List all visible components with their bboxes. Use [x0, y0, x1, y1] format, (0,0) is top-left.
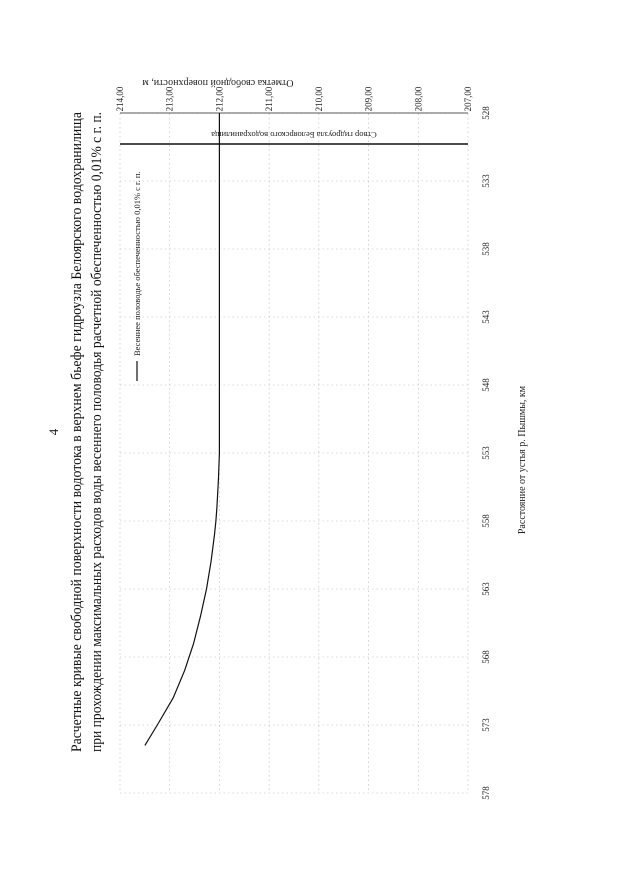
y-tick-label-208,00: 208,00	[413, 86, 424, 112]
y-tick-label-214,00: 214,00	[115, 86, 125, 112]
x-tick-label-563: 563	[481, 582, 491, 596]
x-tick-label-538: 538	[481, 242, 491, 256]
y-axis-label: Отметка свободной поверхности, м	[142, 77, 294, 88]
chart-title-line-2: при прохождении максимальных расходов воды весеннего половодья расчетной обеспеченностью 0,01% с г. п.	[89, 43, 105, 752]
x-tick-label-543: 543	[481, 310, 491, 324]
x-tick-label-528: 528	[481, 106, 491, 120]
x-tick-label-568: 568	[481, 650, 491, 664]
chart-grid	[120, 109, 468, 793]
y-axis-ticks	[115, 86, 473, 111]
x-tick-label-578: 578	[481, 786, 491, 800]
page-number: 4	[46, 428, 61, 436]
y-tick-label-207,00: 207,00	[463, 86, 473, 112]
series-line-spring-flood	[145, 113, 220, 745]
y-tick-label-210,00: 210,00	[313, 86, 324, 112]
x-tick-label-573: 573	[481, 718, 491, 732]
x-axis-label: Расстояние от устья р. Пышмы, км	[517, 385, 528, 535]
chart-title-line-1: Расчетные кривые свободной поверхности водотока в верхнем бьефе гидроузла Белоярского водохранилища	[69, 56, 85, 752]
y-tick-label-211,00: 211,00	[264, 86, 275, 112]
y-tick-label-213,00: 213,00	[164, 86, 175, 112]
x-tick-label-548: 548	[481, 378, 491, 392]
x-tick-label-533: 533	[481, 174, 491, 188]
x-tick-label-558: 558	[481, 514, 491, 528]
x-tick-label-553: 553	[481, 446, 491, 460]
dam-section-label: Створ гидроузла Белоярского водохранилища	[211, 130, 377, 140]
y-tick-label-209,00: 209,00	[363, 86, 374, 112]
legend-entry: Весеннее половодье обеспеченностью 0,01% с г. п.	[132, 171, 142, 356]
x-axis-ticks	[481, 106, 491, 800]
y-tick-label-212,00: 212,00	[214, 86, 225, 112]
